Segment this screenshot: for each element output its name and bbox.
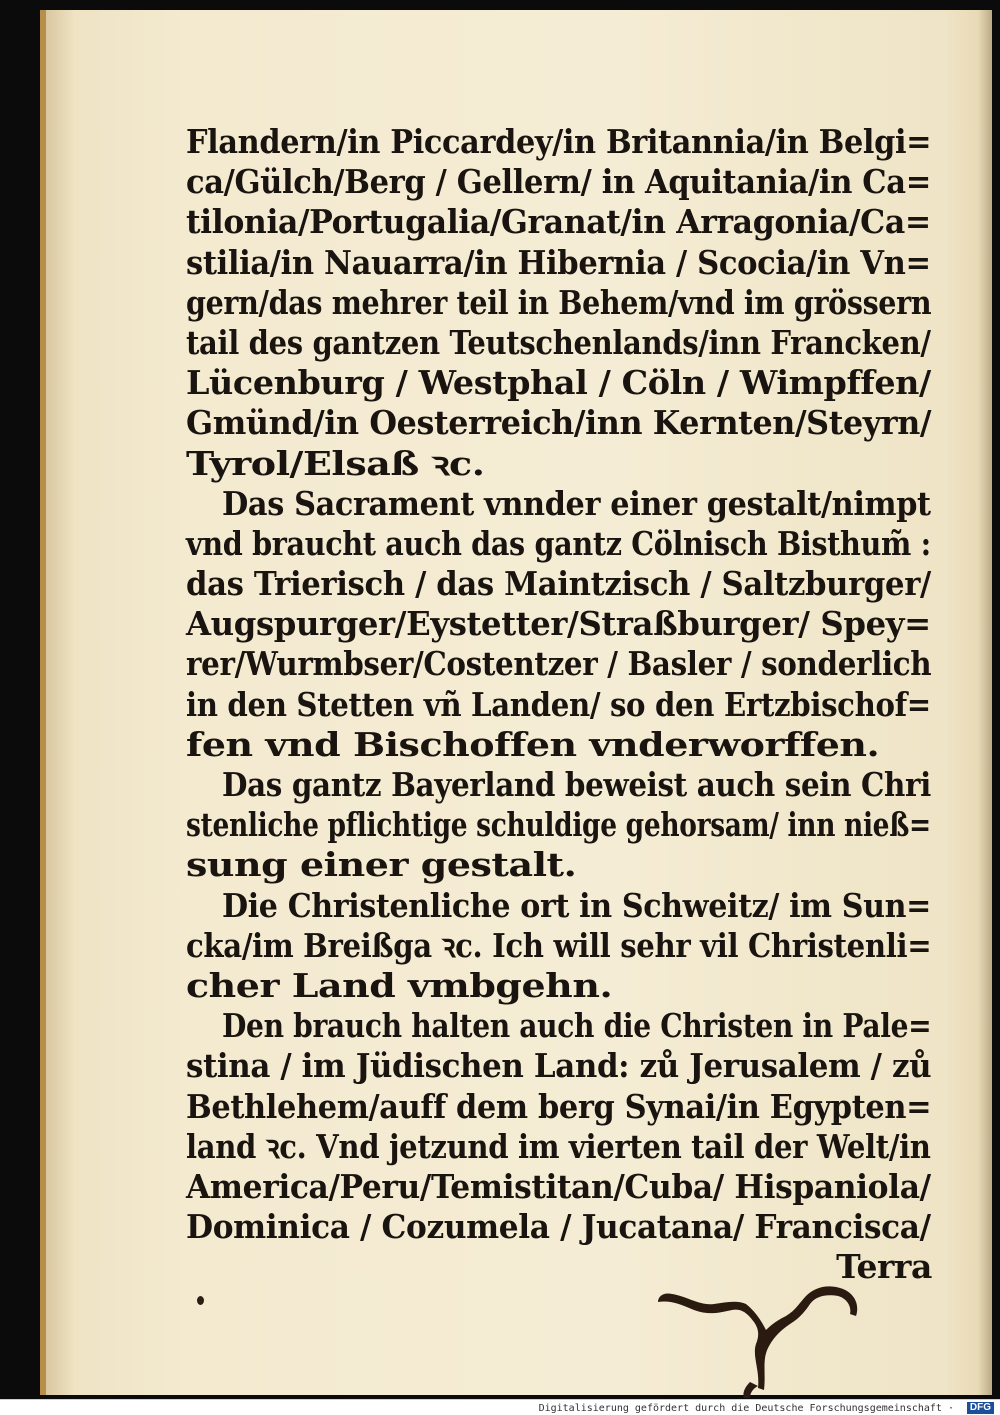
text-line: vnd braucht auch das gantz Cölnisch Bisthum̃ : — [186, 523, 931, 563]
text-line: rer/Wurmbser/Costentzer / Basler / sonderlich — [186, 644, 932, 684]
text-line: in den Stetten vñ Landen/ so den Ertzbischof= — [186, 684, 931, 724]
text-line: gern/das mehrer teil in Behem/vnd im grössern — [186, 282, 932, 322]
page-edge-shadow — [978, 10, 992, 1395]
ink-dot — [197, 1296, 204, 1305]
text-line: ca/Gülch/Berg / Gellern/ in Aquitania/in Ca= — [186, 162, 931, 202]
text-line: Bethlehem/auff dem berg Synai/in Egypten= — [186, 1086, 932, 1126]
text-line: Dominica / Cozumela / Jucatana/ Francisca/ — [186, 1207, 931, 1247]
text-line: tail des gantzen Teutschenlands/inn Francken/ — [186, 322, 931, 362]
text-line: Das gantz Bayerland beweist auch sein Chri — [222, 765, 931, 804]
text-line: Tyrol/Elsaß ꝛc. — [186, 443, 485, 483]
text-line: land ꝛc. Vnd jetzund im vierten tail der Welt/in — [186, 1126, 931, 1166]
text-line: Das Sacrament vnnder einer gestalt/nimpt — [222, 483, 931, 523]
text-line: stina / im Jüdischen Land: zů Jerusalem / zů — [186, 1046, 932, 1086]
text-line: Den brauch halten auch die Christen in Pale= — [222, 1006, 932, 1046]
footer-credit: Digitalisierung gefördert durch die Deutsche Forschungsgemeinschaft · — [538, 1403, 954, 1414]
page-text — [186, 122, 936, 1287]
text-line: stilia/in Nauarra/in Hibernia / Scocia/in Vn= — [186, 242, 931, 282]
footer-bar — [0, 1399, 1000, 1415]
text-line: cher Land vmbgehn. — [186, 965, 613, 1005]
text-line: stenliche pflichtige schuldige gehorsam/ inn nieß= — [186, 805, 931, 845]
text-line: Terra — [836, 1247, 932, 1287]
text-line: America/Peru/Temistitan/Cuba/ Hispaniola/ — [186, 1166, 931, 1206]
ink-stain-mark — [650, 1270, 870, 1400]
text-line: tilonia/Portugalia/Granat/in Arragonia/Ca= — [186, 202, 931, 242]
text-line: Lücenburg / Westphal / Cöln / Wimpffen/ — [186, 363, 931, 403]
text-line: Die Christenliche ort in Schweitz/ im Sun= — [222, 885, 932, 925]
text-line: cka/im Breißga ꝛc. Ich will sehr vil Christenli= — [186, 925, 932, 965]
text-line: das Trierisch / das Maintzisch / Saltzburger/ — [186, 564, 931, 604]
text-line: Flandern/in Piccardey/in Britannia/in Belgi= — [186, 122, 932, 161]
text-line: fen vnd Bischoffen vnderworffen. — [186, 724, 880, 764]
dfg-logo: DFG — [967, 1402, 994, 1414]
text-line: Gmünd/in Oesterreich/inn Kernten/Steyrn/ — [186, 403, 932, 443]
text-line: Augspurger/Eystetter/Straßburger/ Spey= — [186, 604, 931, 644]
text-line: sung einer gestalt. — [186, 845, 577, 885]
